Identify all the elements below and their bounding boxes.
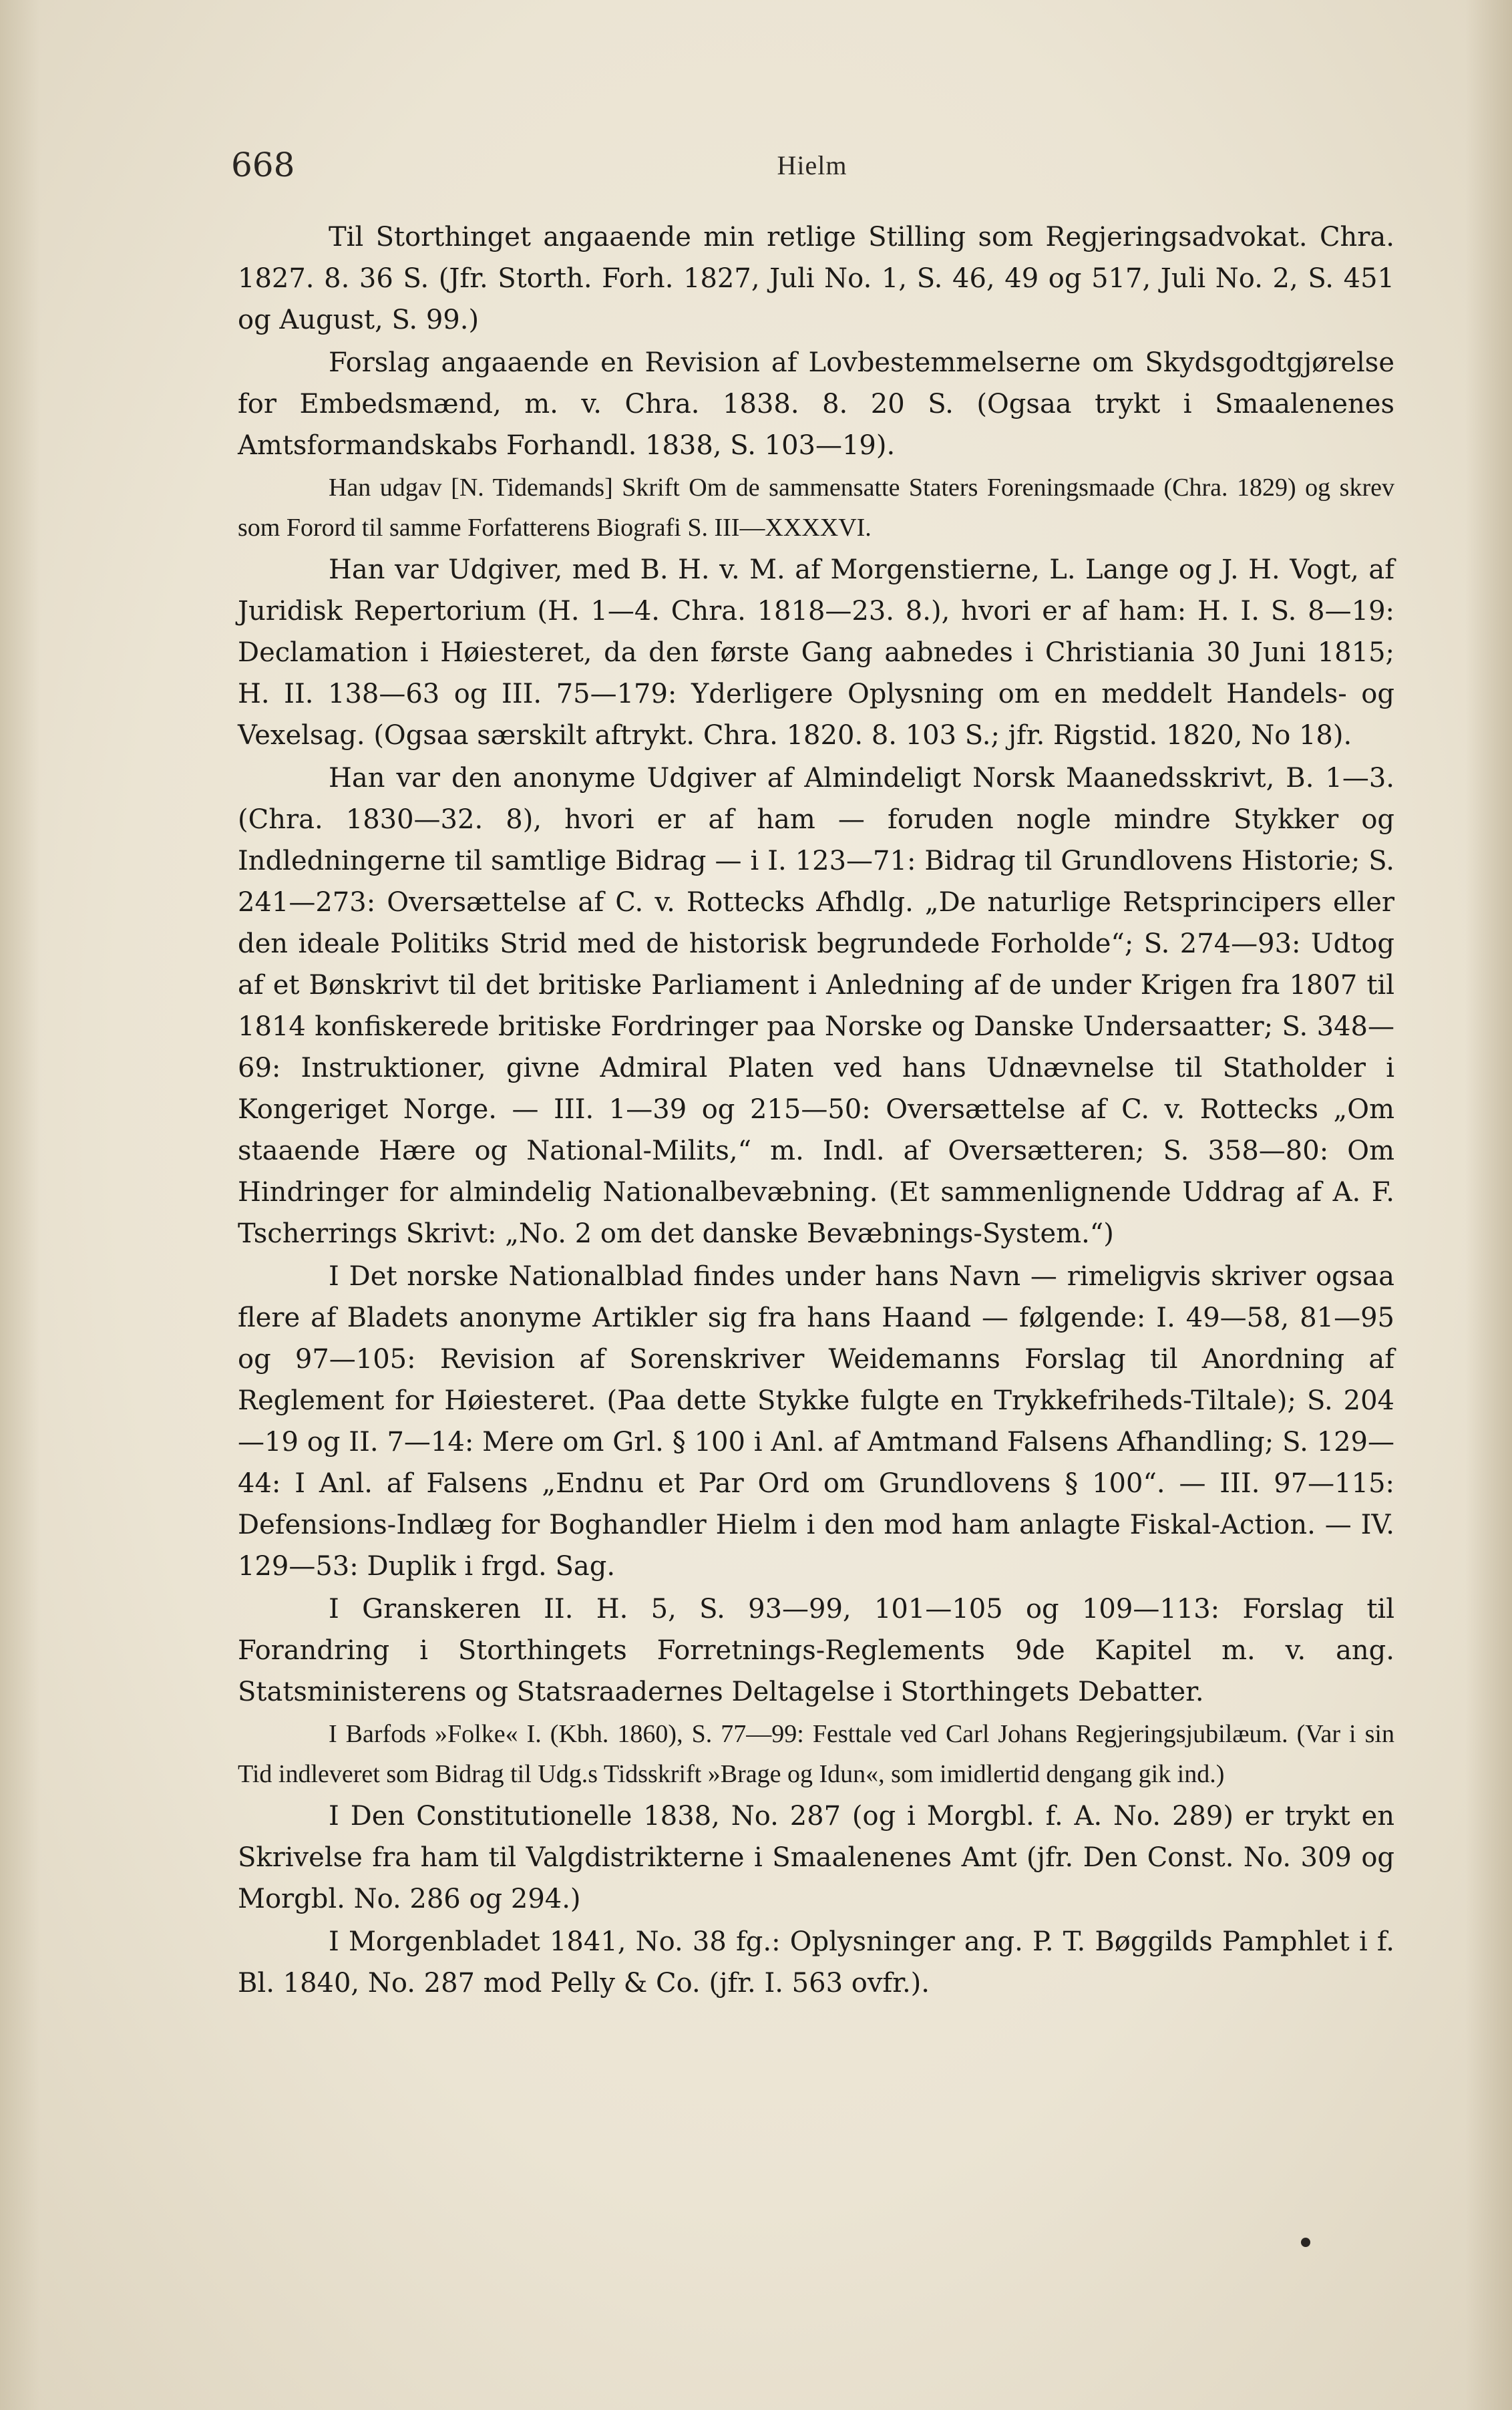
paragraph-udgav-tidemand: Han udgav [N. Tidemands] Skrift Om de sammensatte Staters Foreningsmaade (Chra. 1829) og skrev som Forord til samme Forfatterens Biografi S. III—XXXXVI. — [238, 474, 1394, 542]
paragraph-morgenbladet: I Morgenbladet 1841, No. 38 fg.: Oplysninger ang. P. T. Bøggilds Pamphlet i f. Bl. 1840, No. 287 mod Pelly & Co. (jfr. I. 563 ovfr.). — [238, 1926, 1394, 1999]
paragraph-maanedsskrivt: Han var den anonyme Udgiver af Almindeligt Norsk Maanedsskrivt, B. 1—3. (Chra. 1830—32. 8), hvori er af ham — foruden nogle mindre Stykker og Indledningerne til samtlige Bidrag — i I. 123—71: Bidrag til Grundlovens Historie; S. 241—273: Oversættelse af C. v. Rottecks Afhdlg. „De naturlige Retsprincipers eller den ideale Politiks Strid med de historisk begrundede Forholde“; S. 274—93: Udtog af et Bønskrivt til det britiske Parliament i Anledning af de under Krigen fra 1807 til 1814 konfiskerede britiske Fordringer paa Norske og Danske Undersaatter; S. 348—69: Instruktioner, givne Admiral Platen ved hans Udnævnelse til Statholder i Kongeriget Norge. — III. 1—39 og 215—50: Oversættelse af C. v. Rottecks „Om staaende Hære og National-Milits,“ m. Indl. af Oversætteren; S. 358—80: Om Hindringer for almindelig Nationalbevæbning. (Et sammenlignende Uddrag af A. F. Tscherrings Skrivt: „No. 2 om det danske Bevæbnings-System.“) — [238, 763, 1394, 1249]
paragraph-nationalblad: I Det norske Nationalblad findes under hans Navn — rimeligvis skriver ogsaa flere af Bladets anonyme Artikler sig fra hans Haand — følgende: I. 49—58, 81—95 og 97—105: Revision af Sorenskriver Weidemanns Forslag til Anordning af Reglement for Høiesteret. (Paa dette Stykke fulgte en Trykkefriheds-Tiltale); S. 204—19 og II. 7—14: Mere om Grl. § 100 i Anl. af Amtmand Falsens Afhandling; S. 129—44: I Anl. af Falsens „Endnu et Par Ord om Grundlovens § 100“. — III. 97—115: Defensions-Indlæg for Boghandler Hielm i den mod ham anlagte Fiskal-Action. — IV. 129—53: Duplik i frgd. Sag. — [238, 1261, 1394, 1582]
page-header — [231, 146, 1393, 192]
paragraph-barfods-folke: I Barfods »Folke« I. (Kbh. 1860), S. 77—99: Festtale ved Carl Johans Regjeringsjubilæum. (Var i sin Tid indleveret som Bidrag til Udg.s Tidsskrift »Brage og Idun«, som imidlertid dengang gik ind.) — [238, 1720, 1394, 1788]
paragraph-granskeren: I Granskeren II. H. 5, S. 93—99, 101—105 og 109—113: Forslag til Forandring i Storthingets Forretnings-Reglements 9de Kapitel m. v. ang. Statsministerens og Statsraadernes Deltagelse i Storthingets Debatter. — [238, 1594, 1394, 1707]
running-head: Hielm — [777, 150, 847, 180]
paragraph-forslag-revision: Forslag angaaende en Revision af Lovbestemmelserne om Skydsgodtgjørelse for Embedsmænd, m. v. Chra. 1838. 8. 20 S. (Ogsaa trykt i Smaalenenes Amtsformandskabs Forhandl. 1838, S. 103—19). — [238, 347, 1394, 461]
page-body — [238, 216, 1394, 2004]
paragraph-storthinget: Til Storthinget angaaende min retlige Stilling som Regjeringsadvokat. Chra. 1827. 8. 36 S. (Jfr. Storth. Forh. 1827, Juli No. 1, S. 46, 49 og 517, Juli No. 2, S. 451 og August, S. 99.) — [238, 222, 1394, 335]
paragraph-juridisk-repertorium: Han var Udgiver, med B. H. v. M. af Morgenstierne, L. Lange og J. H. Vogt, af Juridisk Repertorium (H. 1—4. Chra. 1818—23. 8.), hvori er af ham: H. I. S. 8—19: Declamation i Høiesteret, da den første Gang aabnedes i Christiania 30 Juni 1815; H. II. 138—63 og III. 75—179: Yderligere Oplysning om en meddelt Handels- og Vexelsag. (Ogsaa særskilt aftrykt. Chra. 1820. 8. 103 S.; jfr. Rigstid. 1820, No 18). — [238, 554, 1394, 751]
page-edge-shadow-left — [0, 0, 40, 2410]
ink-spot-mark — [1301, 2238, 1310, 2247]
paragraph-constitutionelle: I Den Constitutionelle 1838, No. 287 (og i Morgbl. f. A. No. 289) er trykt en Skrivelse fra ham til Valgdistrikterne i Smaalenenes Amt (jfr. Den Const. No. 309 og Morgbl. No. 286 og 294.) — [238, 1801, 1394, 1914]
page-edge-shadow-right — [1465, 0, 1512, 2410]
page-number: 668 — [231, 146, 295, 184]
